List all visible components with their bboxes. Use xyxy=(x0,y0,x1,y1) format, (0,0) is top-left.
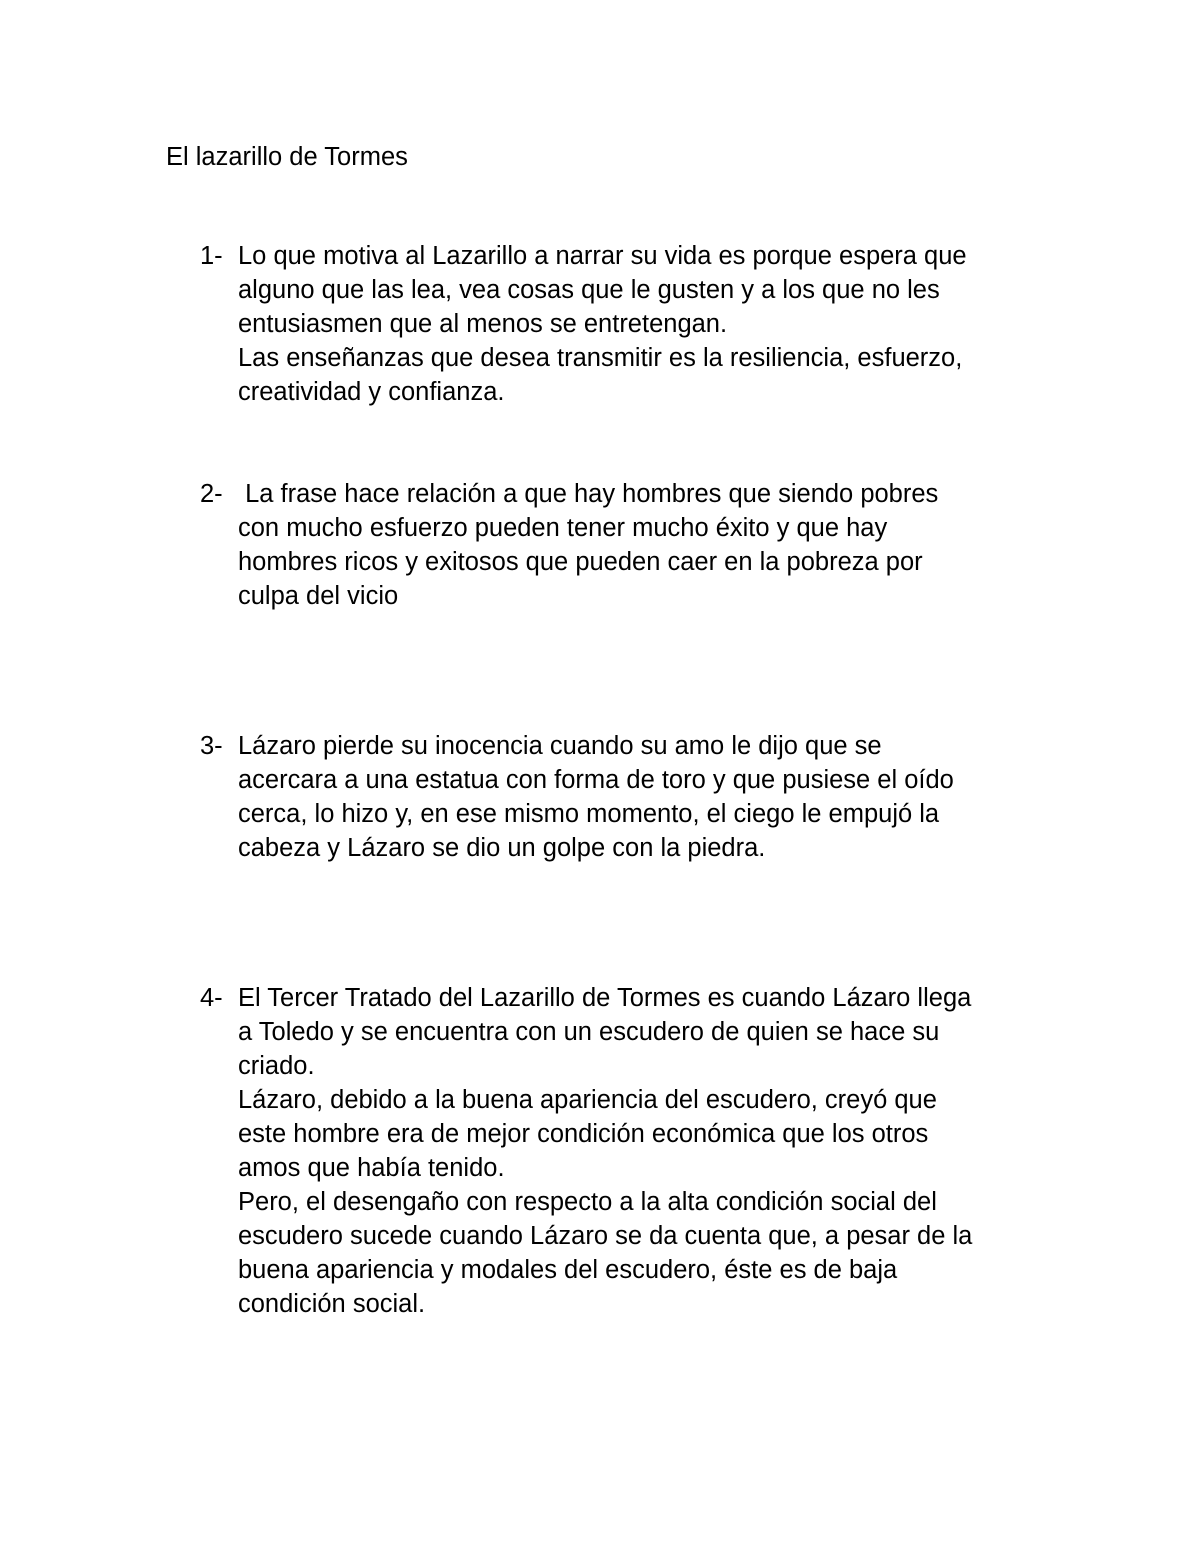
list-item-2 xyxy=(200,477,1040,613)
text-line: condición social. xyxy=(238,1290,426,1318)
document-title: El lazarillo de Tormes xyxy=(166,143,408,171)
item-text xyxy=(238,981,1040,1321)
item-number: 3- xyxy=(200,732,223,760)
text-line: buena apariencia y modales del escudero, éste es de baja xyxy=(238,1256,898,1284)
text-line: Lo que motiva al Lazarillo a narrar su vida es porque espera que xyxy=(238,242,967,270)
list-item-1 xyxy=(200,239,1040,409)
item-text xyxy=(238,239,1040,409)
text-line: El Tercer Tratado del Lazarillo de Tormes es cuando Lázaro llega xyxy=(238,984,972,1012)
text-line: cerca, lo hizo y, en ese mismo momento, el ciego le empujó la xyxy=(238,800,940,828)
item-text xyxy=(238,729,1040,865)
text-line: a Toledo y se encuentra con un escudero de quien se hace su xyxy=(238,1018,940,1046)
list-item-4 xyxy=(200,981,1040,1321)
text-line: Lázaro, debido a la buena apariencia del escudero, creyó que xyxy=(238,1086,937,1114)
item-number: 2- xyxy=(200,480,223,508)
text-line: criado. xyxy=(238,1052,315,1080)
text-line: amos que había tenido. xyxy=(238,1154,505,1182)
text-line: creatividad y confianza. xyxy=(238,378,505,406)
item-text xyxy=(238,477,1040,613)
text-line: Las enseñanzas que desea transmitir es la resiliencia, esfuerzo, xyxy=(238,344,963,372)
text-line: este hombre era de mejor condición económica que los otros xyxy=(238,1120,929,1148)
text-line: cabeza y Lázaro se dio un golpe con la piedra. xyxy=(238,834,766,862)
text-line: entusiasmen que al menos se entretengan. xyxy=(238,310,728,338)
text-line: acercara a una estatua con forma de toro y que pusiese el oído xyxy=(238,766,954,794)
text-line: Pero, el desengaño con respecto a la alta condición social del xyxy=(238,1188,937,1216)
list-item-3 xyxy=(200,729,1040,865)
text-line: culpa del vicio xyxy=(238,582,399,610)
text-line: escudero sucede cuando Lázaro se da cuenta que, a pesar de la xyxy=(238,1222,973,1250)
text-line: La frase hace relación a que hay hombres que siendo pobres xyxy=(238,480,939,508)
text-line: Lázaro pierde su inocencia cuando su amo le dijo que se xyxy=(238,732,882,760)
item-number: 1- xyxy=(200,242,223,270)
text-line: hombres ricos y exitosos que pueden caer en la pobreza por xyxy=(238,548,923,576)
text-line: alguno que las lea, vea cosas que le gusten y a los que no les xyxy=(238,276,940,304)
text-line: con mucho esfuerzo pueden tener mucho éxito y que hay xyxy=(238,514,888,542)
item-number: 4- xyxy=(200,984,223,1012)
